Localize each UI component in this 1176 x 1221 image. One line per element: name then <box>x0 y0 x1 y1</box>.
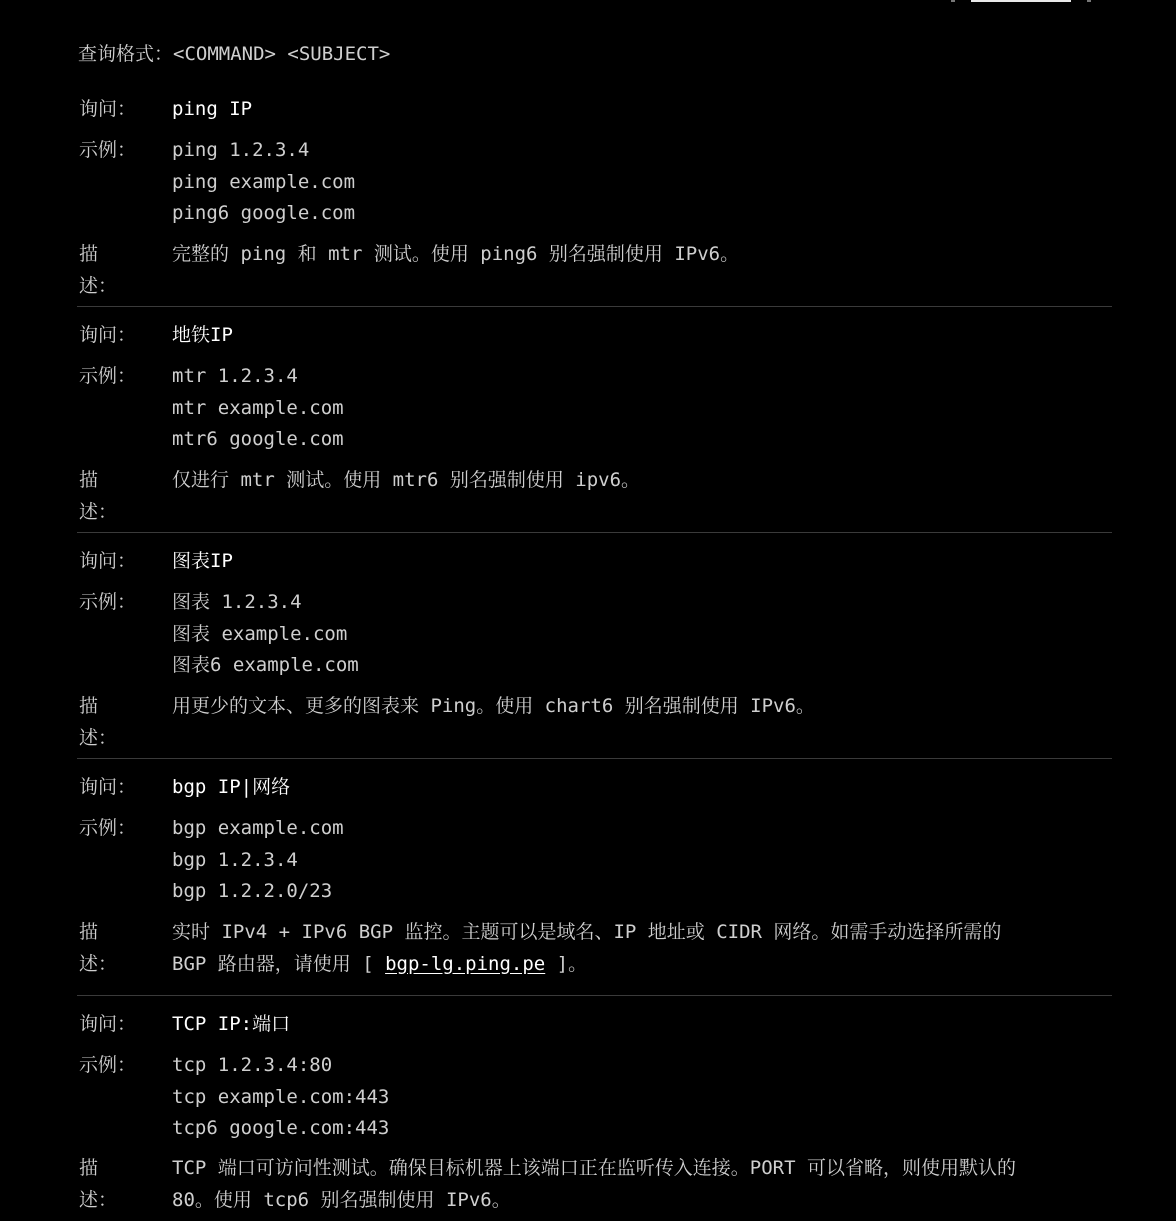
nav-dot-right <box>1087 0 1091 2</box>
example-item: 图表6 example.com <box>172 654 359 676</box>
examples-label: 示例： <box>79 591 137 613</box>
example-item: tcp6 google.com:443 <box>172 1117 390 1139</box>
examples-label: 示例： <box>79 1054 137 1076</box>
query-label: 询问： <box>79 324 137 346</box>
example-item: 图表 1.2.3.4 <box>172 591 302 613</box>
examples-list <box>172 135 1112 230</box>
example-item: mtr6 google.com <box>172 428 344 450</box>
bgp-lg-link[interactable]: bgp-lg.ping.pe <box>385 952 546 975</box>
example-item: ping6 google.com <box>172 202 356 224</box>
query-label: 询问： <box>79 1013 137 1035</box>
description-text <box>172 917 1112 980</box>
query-label: 询问： <box>79 776 137 798</box>
examples-label: 示例： <box>79 139 137 161</box>
example-item: bgp 1.2.3.4 <box>172 848 298 871</box>
description-line: 80。使用 tcp6 别名强制使用 IPv6。 <box>172 1188 511 1211</box>
nav-dot-left <box>951 0 955 2</box>
nav-underline <box>971 0 1071 2</box>
example-item: 图表 example.com <box>172 622 348 645</box>
example-item: ping 1.2.3.4 <box>172 139 310 161</box>
query-value: TCP IP:端口 <box>172 1013 291 1035</box>
description-line: TCP 端口可访问性测试。确保目标机器上该端口正在监听传入连接。PORT 可以省略，则使用默认的 <box>172 1157 1016 1179</box>
examples-list <box>172 361 1112 456</box>
description-line: 实时 IPv4 + IPv6 BGP 监控。主题可以是域名、IP 地址或 CIDR 网络。如需手动选择所需的 <box>172 921 1002 943</box>
example-item: tcp 1.2.3.4:80 <box>172 1054 333 1076</box>
description-text: 用更少的文本、更多的图表来 Ping。使用 chart6 别名强制使用 IPv6。 <box>172 695 815 717</box>
command-section-bgp <box>77 772 1112 996</box>
query-value: 地铁IP <box>172 324 233 346</box>
query-value: bgp IP|网络 <box>172 776 291 798</box>
description-label: 描述： <box>79 469 118 523</box>
command-section-ping <box>77 94 1112 307</box>
example-item: tcp example.com:443 <box>172 1085 390 1108</box>
description-line <box>172 949 1112 981</box>
query-value: ping IP <box>172 98 253 120</box>
example-item: bgp example.com <box>172 817 344 839</box>
command-section-mtr <box>77 320 1112 533</box>
examples-list <box>172 587 1112 682</box>
example-item: mtr example.com <box>172 396 344 419</box>
examples-list <box>172 1050 1112 1145</box>
description-text <box>172 1153 1112 1216</box>
examples-label: 示例： <box>79 365 137 387</box>
description-line-suffix: ]。 <box>545 952 588 975</box>
command-section-chart <box>77 546 1112 759</box>
examples-list <box>172 813 1112 908</box>
query-label: 询问： <box>79 550 137 572</box>
query-format-line: 查询格式：<COMMAND> <SUBJECT> <box>78 43 391 65</box>
description-label: 描述： <box>79 243 118 297</box>
description-text: 完整的 ping 和 mtr 测试。使用 ping6 别名强制使用 IPv6。 <box>172 243 740 265</box>
top-navigation-remnant <box>945 0 1095 2</box>
query-label: 询问： <box>79 98 137 120</box>
example-item: mtr 1.2.3.4 <box>172 365 298 387</box>
description-line-prefix: BGP 路由器，请使用 [ <box>172 952 386 975</box>
example-item: bgp 1.2.2.0/23 <box>172 880 333 902</box>
description-label: 描述： <box>79 1157 118 1211</box>
examples-label: 示例： <box>79 817 137 839</box>
description-text: 仅进行 mtr 测试。使用 mtr6 别名强制使用 ipv6。 <box>172 469 641 491</box>
description-label: 描述： <box>79 921 118 975</box>
command-section-tcp <box>77 1009 1112 1221</box>
example-item: ping example.com <box>172 170 356 193</box>
query-value: 图表IP <box>172 550 233 572</box>
description-label: 描述： <box>79 695 118 749</box>
